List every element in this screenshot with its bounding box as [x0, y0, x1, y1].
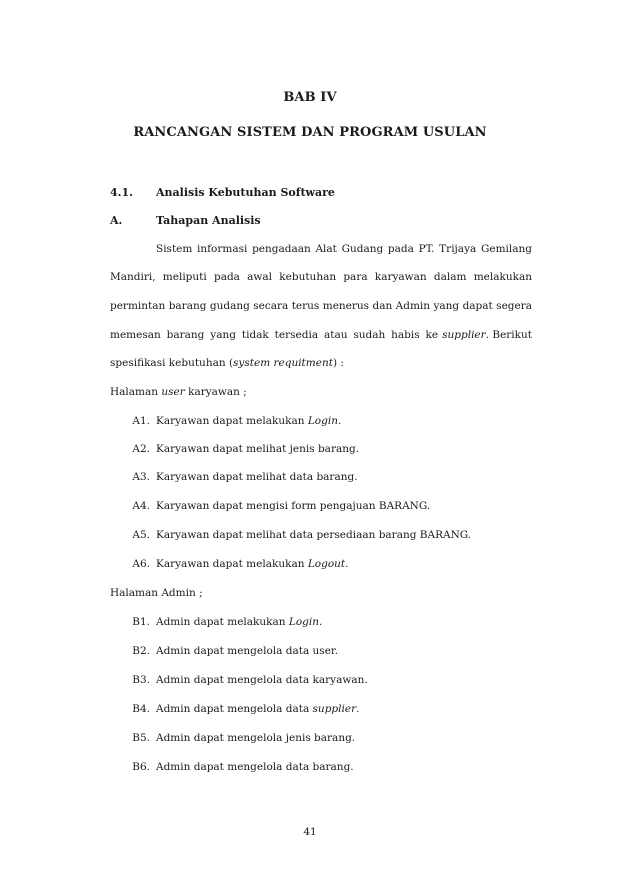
item-text: Karyawan dapat melakukan Login.	[156, 415, 342, 427]
paragraph-line-5-end: ) :	[332, 357, 344, 369]
supplier-term: supplier	[442, 329, 486, 341]
item-code: A1.	[132, 415, 150, 427]
paragraph-line-3: permintan barang gudang secara terus menerus dan Admin yang dapat segera	[110, 300, 532, 312]
system-requitment-term: system requitment	[233, 357, 333, 369]
paragraph-line-4	[110, 329, 532, 341]
paragraph-line-5	[110, 357, 344, 369]
item-code: B4.	[132, 703, 150, 715]
user-heading-suffix: karyawan ;	[184, 386, 247, 398]
page-number: 41	[303, 826, 317, 838]
chapter-title: RANCANGAN SISTEM DAN PROGRAM USULAN	[133, 125, 487, 140]
item-text: Admin dapat melakukan Login.	[156, 616, 323, 628]
item-code: B3.	[132, 674, 150, 686]
paragraph-line-4-text: memesan barang yang tidak tersedia atau sudah habis ke	[110, 329, 439, 341]
item-text: Karyawan dapat melihat data barang.	[156, 471, 358, 483]
item-text: Admin dapat mengelola jenis barang.	[156, 732, 356, 744]
item-text: Admin dapat mengelola data user.	[156, 645, 339, 657]
section-number: 4.1.	[110, 186, 133, 199]
item-code: B6.	[132, 761, 150, 773]
item-text: Karyawan dapat melihat data persediaan barang BARANG.	[156, 529, 472, 541]
subsection-number: A.	[110, 214, 123, 227]
user-heading-prefix: Halaman	[110, 386, 162, 398]
item-text: Karyawan dapat mengisi form pengajuan BARANG.	[156, 500, 431, 512]
item-code: B2.	[132, 645, 150, 657]
user-heading-em: user	[161, 386, 185, 398]
item-text: Karyawan dapat melakukan Logout.	[156, 558, 349, 570]
item-code: B5.	[132, 732, 150, 744]
item-code: A5.	[132, 529, 150, 541]
item-code: A6.	[132, 558, 150, 570]
item-text: Karyawan dapat melihat jenis barang.	[156, 443, 360, 455]
item-code: A3.	[132, 471, 150, 483]
paragraph-line-2: Mandiri, meliputi pada awal kebutuhan para karyawan dalam melakukan	[110, 271, 532, 283]
item-text: Admin dapat mengelola data karyawan.	[156, 674, 368, 686]
item-text: Admin dapat mengelola data supplier.	[156, 703, 360, 715]
subsection-title: Tahapan Analisis	[156, 214, 261, 227]
paragraph-line-5-text: spesifikasi kebutuhan (	[110, 357, 234, 369]
item-code: A4.	[132, 500, 150, 512]
item-text: Admin dapat mengelola data barang.	[156, 761, 354, 773]
admin-section-heading: Halaman Admin ;	[110, 587, 203, 599]
user-section-heading	[110, 386, 247, 398]
item-code: A2.	[132, 443, 150, 455]
section-title: Analisis Kebutuhan Software	[156, 186, 335, 199]
chapter-heading: BAB IV	[283, 90, 337, 105]
paragraph-berikut: . Berikut	[485, 329, 532, 341]
paragraph-line-1: Sistem informasi pengadaan Alat Gudang pada PT. Trijaya Gemilang	[156, 243, 532, 255]
item-code: B1.	[132, 616, 150, 628]
